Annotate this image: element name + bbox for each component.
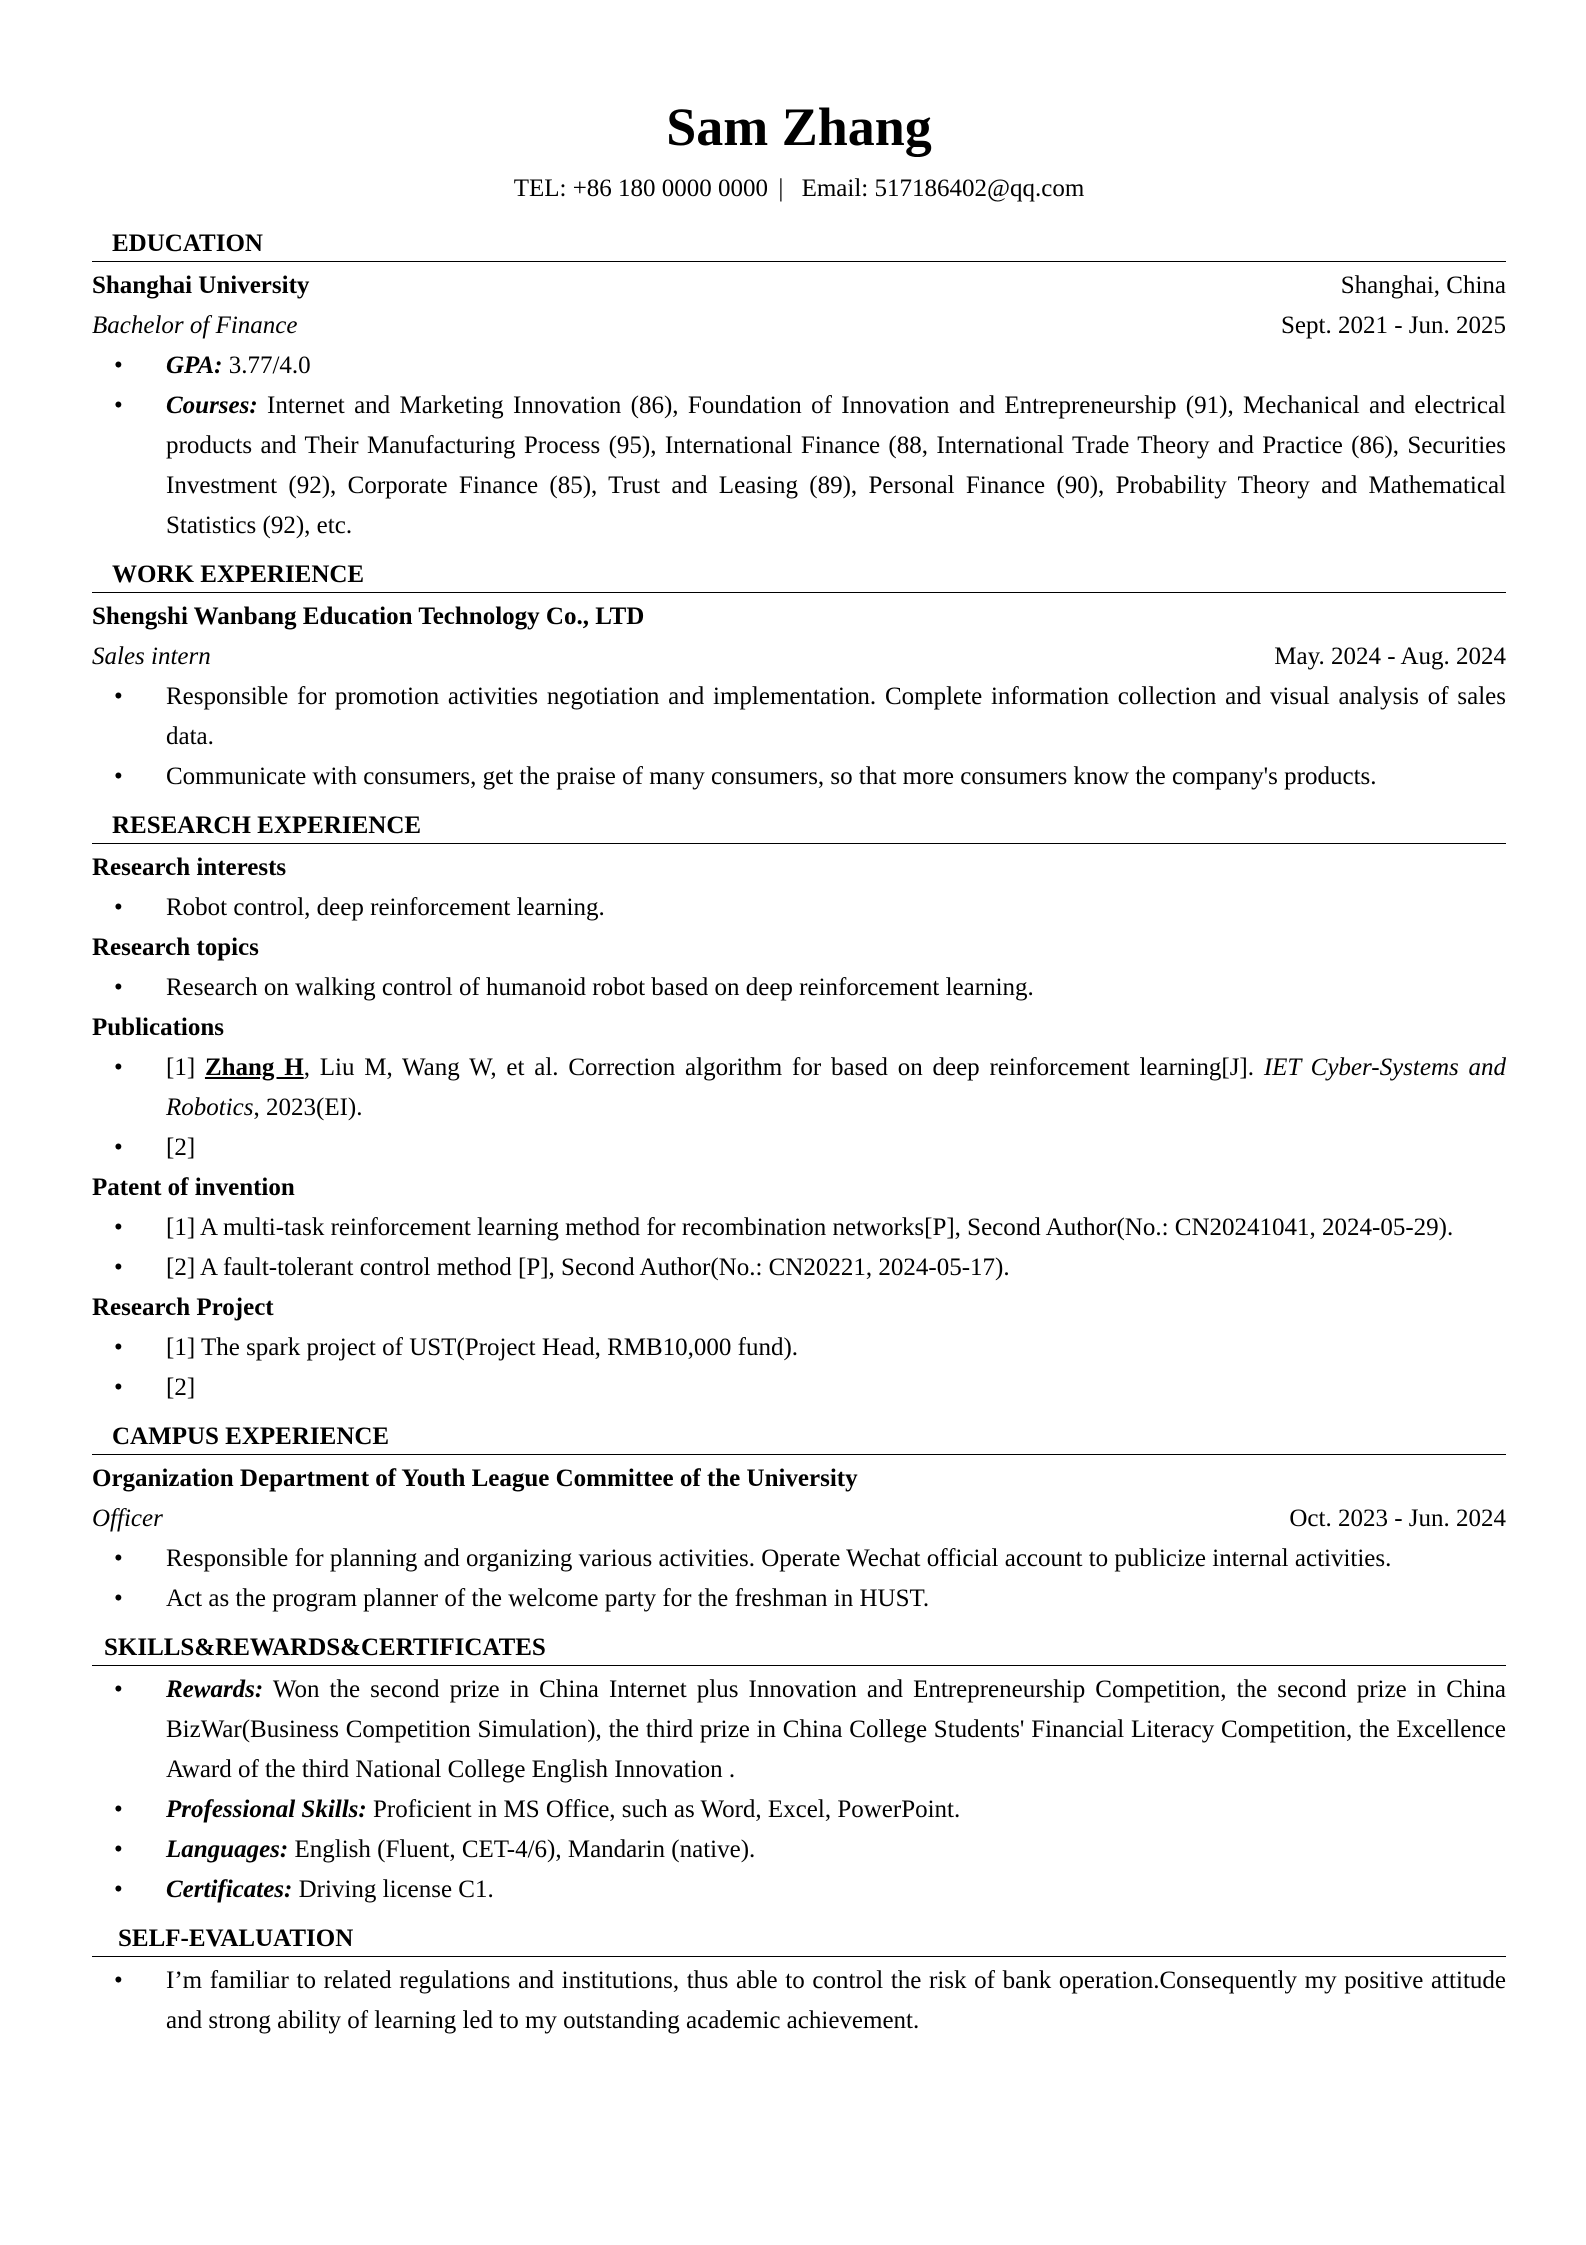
skill-text: Won the second prize in China Internet plus Innovation and Entrepreneurship Competition, the second prize in China BizWar(Business Competition Simulation), the third prize in China College Students' Financial Literacy Competition, the Excellence Award of the third National College English Innovation . (166, 1676, 1506, 1783)
skills-bullets (92, 1670, 1506, 1910)
research-heading: RESEARCH EXPERIENCE (92, 809, 1506, 844)
list-item (92, 1208, 1506, 1248)
patent-text: [2] A fault-tolerant control method [P], Second Author(No.: CN20221, 2024-05-17). (166, 1254, 1010, 1281)
education-section (92, 227, 1506, 546)
education-bullets (92, 346, 1506, 546)
pub-number: [1] (166, 1054, 205, 1081)
skill-text: Driving license C1. (292, 1876, 494, 1903)
bullet-icon: • (114, 1374, 123, 1401)
bullet-icon: • (114, 1876, 123, 1903)
work-dates: May. 2024 - Aug. 2024 (1274, 643, 1506, 670)
campus-bullets (92, 1539, 1506, 1619)
campus-role-row (92, 1499, 1506, 1539)
research-topics-text: Research on walking control of humanoid robot based on deep reinforcement learning. (166, 974, 1034, 1001)
list-item (92, 1670, 1506, 1790)
work-role: Sales intern (92, 643, 211, 670)
list-item (92, 1248, 1506, 1288)
research-section (92, 809, 1506, 1408)
education-heading: EDUCATION (92, 227, 1506, 262)
skill-text: English (Fluent, CET-4/6), Mandarin (native). (288, 1836, 756, 1863)
list-item (92, 1961, 1506, 2041)
research-interests-list (92, 888, 1506, 928)
campus-org-row (92, 1459, 1506, 1499)
courses-label: Courses: (166, 392, 258, 419)
project-text: [1] The spark project of UST(Project Head, RMB10,000 fund). (166, 1334, 799, 1361)
skill-label: Languages: (166, 1836, 289, 1863)
publications-list (92, 1048, 1506, 1168)
self-evaluation-section (92, 1922, 1506, 2041)
list-item (92, 386, 1506, 546)
contact-separator: | (778, 175, 784, 202)
campus-role: Officer (92, 1505, 163, 1532)
school-name: Shanghai University (92, 272, 310, 299)
work-heading: WORK EXPERIENCE (92, 558, 1506, 593)
research-topics-title: Research topics (92, 934, 259, 961)
list-item (92, 1539, 1506, 1579)
list-item (92, 1790, 1506, 1830)
self-evaluation-bullets (92, 1961, 1506, 2041)
patent-text: [1] A multi-task reinforcement learning method for recombination networks[P], Second Author(No.: CN20241041, 2024-05-29). (166, 1214, 1454, 1241)
skill-label: Certificates: (166, 1876, 293, 1903)
bullet-icon: • (114, 683, 123, 710)
degree: Bachelor of Finance (92, 312, 298, 339)
list-item (92, 1128, 1506, 1168)
bullet-icon: • (114, 1676, 123, 1703)
research-interests-title: Research interests (92, 854, 287, 881)
pub-text: , Liu M, Wang W, et al. Correction algorithm for based on deep reinforcement learning[J]. (303, 1054, 1264, 1081)
education-degree-row (92, 306, 1506, 346)
project-list (92, 1328, 1506, 1408)
organization-name: Organization Department of Youth League Committee of the University (92, 1465, 858, 1492)
work-role-row (92, 637, 1506, 677)
bullet-icon: • (114, 1796, 123, 1823)
pub-author: Zhang H (204, 1054, 304, 1081)
campus-section (92, 1420, 1506, 1619)
candidate-name: Sam Zhang (666, 97, 932, 157)
list-item (92, 888, 1506, 928)
bullet-icon: • (114, 1585, 123, 1612)
patent-list (92, 1208, 1506, 1288)
list-item (92, 1870, 1506, 1910)
bullet-icon: • (114, 763, 123, 790)
list-item (92, 1328, 1506, 1368)
company-name: Shengshi Wanbang Education Technology Co., LTD (92, 603, 645, 630)
skill-label: Rewards: (166, 1676, 264, 1703)
list-item (92, 1830, 1506, 1870)
project-text: [2] (166, 1374, 196, 1401)
list-item (92, 346, 1506, 386)
skill-label: Professional Skills: (166, 1796, 367, 1823)
self-evaluation-text: I’m familiar to related regulations and institutions, thus able to control the risk of bank operation.Consequently my positive attitude and strong ability of learning led to my outstanding academic achievement. (166, 1967, 1506, 2034)
skills-heading: SKILLS&REWARDS&CERTIFICATES (92, 1631, 1506, 1666)
list-item (92, 968, 1506, 1008)
campus-dates: Oct. 2023 - Jun. 2024 (1289, 1505, 1506, 1532)
work-section (92, 558, 1506, 797)
gpa-value: 3.77/4.0 (222, 352, 311, 379)
pub-suffix: , 2023(EI). (253, 1094, 363, 1121)
bullet-icon: • (114, 352, 123, 379)
bullet-icon: • (114, 1054, 123, 1081)
work-bullet-text: Communicate with consumers, get the praise of many consumers, so that more consumers know the company's products. (166, 763, 1377, 790)
self-evaluation-heading: SELF-EVALUATION (92, 1922, 1506, 1957)
gpa-label: GPA: (166, 352, 223, 379)
bullet-icon: • (114, 1545, 123, 1572)
campus-heading: CAMPUS EXPERIENCE (92, 1420, 1506, 1455)
bullet-icon: • (114, 974, 123, 1001)
bullet-icon: • (114, 1134, 123, 1161)
campus-bullet-text: Responsible for planning and organizing various activities. Operate Wechat official account to publicize internal activities. (166, 1545, 1392, 1572)
list-item (92, 757, 1506, 797)
work-bullets (92, 677, 1506, 797)
publications-title: Publications (92, 1014, 224, 1041)
bullet-icon: • (114, 1967, 123, 1994)
bullet-icon: • (114, 392, 123, 419)
bullet-icon: • (114, 1836, 123, 1863)
list-item (92, 677, 1506, 757)
courses-value: Internet and Marketing Innovation (86), Foundation of Innovation and Entrepreneurship (91), Mechanical and electrical products and Their Manufacturing Process (95), International Finance (88, International Trade Theory and Practice (86), Securities Investment (92), Corporate Finance (85), Trust and Leasing (89), Personal Finance (90), Probability Theory and Mathematical Statistics (92), etc. (166, 392, 1506, 539)
bullet-icon: • (114, 1214, 123, 1241)
school-location: Shanghai, China (1340, 272, 1506, 299)
list-item (92, 1368, 1506, 1408)
education-dates: Sept. 2021 - Jun. 2025 (1281, 312, 1506, 339)
pub-journal: IET Cyber-Systems and Robotics (166, 1054, 1507, 1121)
work-company-row (92, 597, 1506, 637)
education-school-row (92, 266, 1506, 306)
skill-text: Proficient in MS Office, such as Word, Excel, PowerPoint. (366, 1796, 961, 1823)
contact-line (92, 173, 1506, 205)
email-address: Email: 517186402@qq.com (801, 175, 1085, 202)
bullet-icon: • (114, 1334, 123, 1361)
list-item (92, 1048, 1506, 1128)
phone-number: TEL: +86 180 0000 0000 (513, 175, 769, 202)
list-item (92, 1579, 1506, 1619)
campus-bullet-text: Act as the program planner of the welcome party for the freshman in HUST. (166, 1585, 930, 1612)
bullet-icon: • (114, 1254, 123, 1281)
patent-title: Patent of invention (92, 1174, 295, 1201)
bullet-icon: • (114, 894, 123, 921)
project-title: Research Project (92, 1294, 274, 1321)
skills-section (92, 1631, 1506, 1910)
pub-text: [2] (166, 1134, 196, 1161)
work-bullet-text: Responsible for promotion activities negotiation and implementation. Complete information collection and visual analysis of sales data. (166, 683, 1506, 750)
research-interests-text: Robot control, deep reinforcement learning. (166, 894, 605, 921)
research-topics-list (92, 968, 1506, 1008)
